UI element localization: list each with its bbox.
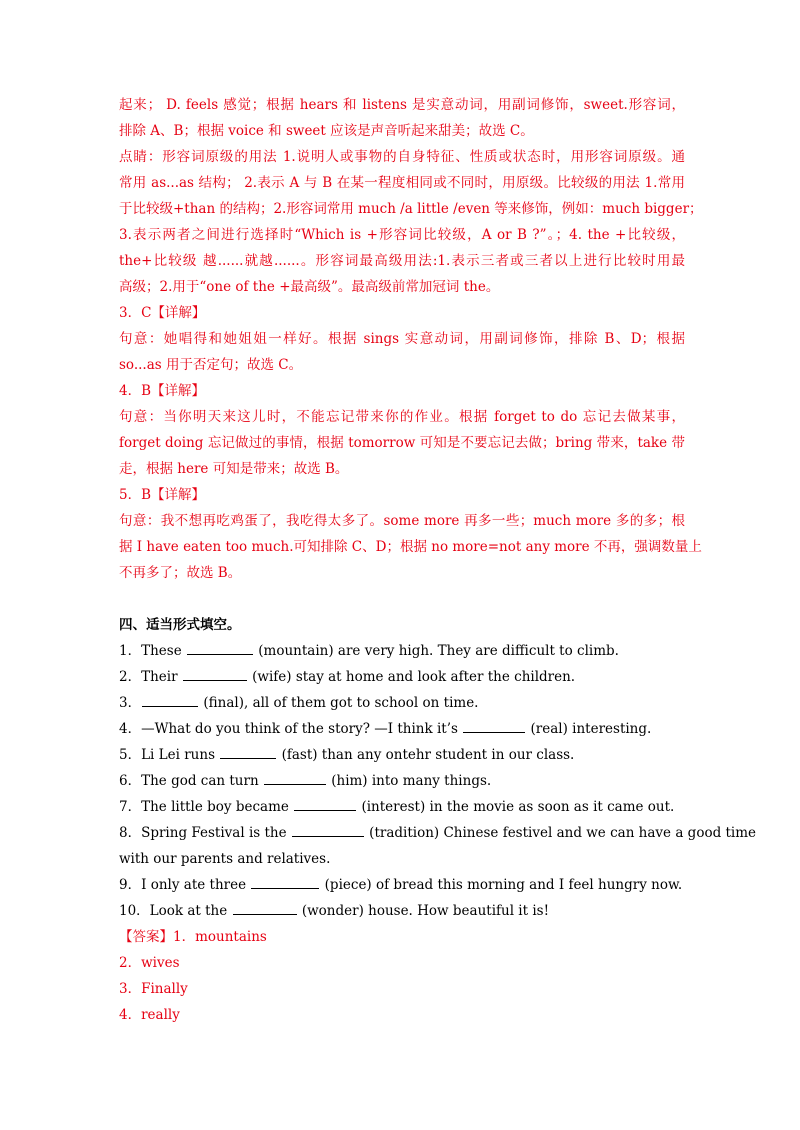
item-text: 1．These [119, 643, 186, 659]
exercise-item [119, 716, 685, 742]
answer-heading: 4．B【详解】 [119, 383, 206, 399]
answer-blank[interactable] [251, 874, 319, 889]
answer-line: 3．Finally [119, 981, 188, 997]
item-text: (interest) in the movie as soon as it came out. [357, 799, 675, 815]
answer-blank[interactable] [183, 666, 247, 681]
item-text: (mountain) are very high. They are difficult to climb. [254, 643, 619, 659]
text-line: 点睛：形容词原级的用法 1.说明人或事物的自身特征、性质或状态时，用形容词原级。通 [119, 149, 685, 165]
text-line: 起来； D. feels 感觉；根据 hears 和 listens 是实意动词，用副词修饰，sweet.形容词， [119, 97, 685, 113]
q4-explanation [119, 378, 685, 482]
text-line: 句意：她唱得和她姐姐一样好。根据 sings 实意动词，用副词修饰，排除 B、D；根据 [119, 331, 685, 347]
text-line: the+比较级 越......就越......。形容词最高级用法:1.表示三者或三者以上进行比较时用最 [119, 253, 685, 269]
answer-heading: 5．B【详解】 [119, 487, 206, 503]
text-line: 常用 as...as 结构； 2.表示 A 与 B 在某一程度相同或不同时，用原级。比较级的用法 1.常用 [119, 175, 685, 191]
answer-blank[interactable] [294, 796, 356, 811]
item-text: (piece) of bread this morning and I feel hungry now. [320, 877, 683, 893]
text-line: 走，根据 here 可知是带来；故选 B。 [119, 461, 349, 477]
item-text: 9．I only ate three [119, 877, 251, 893]
item-text: 6．The god can turn [119, 773, 263, 789]
exercise-item [119, 742, 685, 768]
item-text: 3． [119, 695, 142, 711]
answer-blank[interactable] [220, 744, 276, 759]
answer-blank[interactable] [187, 640, 253, 655]
exercise-item-continued [119, 846, 685, 872]
text-line: 不再多了；故选 B。 [119, 565, 242, 581]
item-text: 4．—What do you think of the story? —I think it’s [119, 721, 463, 737]
text-line: 于比较级+than 的结构；2.形容词常用 much /a little /even 等来修饰，例如：much bigger； [119, 201, 703, 217]
text-line: 据 I have eaten too much.可知排除 C、D；根据 no more=not any more 不再，强调数量上 [119, 539, 702, 555]
answer-line [119, 924, 685, 950]
item-text: (him) into many things. [326, 773, 492, 789]
item-text: with our parents and relatives. [119, 851, 331, 867]
item-text: (wife) stay at home and look after the children. [247, 669, 576, 685]
item-text: 2．Their [119, 669, 182, 685]
answer-blank[interactable] [264, 770, 326, 785]
answer-line: 4．really [119, 1007, 180, 1023]
answer-line: 2．wives [119, 955, 180, 971]
text-line: forget doing 忘记做过的事情，根据 tomorrow 可知是不要忘记去做；bring 带来，take 带 [119, 435, 685, 451]
answer-heading: 3．C【详解】 [119, 305, 206, 321]
item-text: (tradition) Chinese festivel and we can have a good time [364, 825, 757, 841]
exercise-item [119, 820, 757, 846]
item-text: 5．Li Lei runs [119, 747, 220, 763]
exercise-item [119, 638, 685, 664]
item-text: 8．Spring Festival is the [119, 825, 291, 841]
answer-label: 【答案】 [119, 929, 173, 945]
section-four [119, 612, 757, 924]
q2-explanation [119, 92, 703, 300]
exercise-item [119, 690, 685, 716]
answer-blank[interactable] [292, 822, 364, 837]
q3-explanation [119, 300, 685, 378]
document-page [119, 92, 757, 1028]
section-title: 四、适当形式填空。 [119, 617, 241, 633]
item-text: (fast) than any ontehr student in our class. [277, 747, 575, 763]
item-text: 7．The little boy became [119, 799, 294, 815]
answer-value: 1．mountains [173, 929, 267, 945]
item-text: 10．Look at the [119, 903, 232, 919]
answer-blank[interactable] [463, 718, 525, 733]
text-line: 句意：我不想再吃鸡蛋了，我吃得太多了。some more 再多一些；much more 多的多；根 [119, 513, 685, 529]
text-line: 高级；2.用于“one of the +最高级”。最高级前常加冠词 the。 [119, 279, 500, 295]
exercise-item [119, 768, 685, 794]
item-text: (real) interesting. [526, 721, 652, 737]
text-line: 3.表示两者之间进行选择时“Which is +形容词比较级，A or B ?”。；4. the +比较级， [119, 227, 685, 243]
item-text: (wonder) house. How beautiful it is! [297, 903, 550, 919]
text-line: 句意：当你明天来这儿时，不能忘记带来你的作业。根据 forget to do 忘记去做某事， [119, 409, 685, 425]
exercise-item [119, 794, 685, 820]
q5-explanation [119, 482, 702, 586]
answer-blank[interactable] [233, 900, 297, 915]
text-line: 排除 A、B；根据 voice 和 sweet 应该是声音听起来甜美；故选 C。 [119, 123, 534, 139]
exercise-item [119, 664, 685, 690]
item-text: (final), all of them got to school on time. [199, 695, 479, 711]
answer-blank[interactable] [142, 692, 198, 707]
exercise-item [119, 872, 685, 898]
spacer [119, 586, 685, 612]
text-line: so...as 用于否定句；故选 C。 [119, 357, 303, 373]
exercise-item [119, 898, 685, 924]
answers-block [119, 924, 685, 1028]
